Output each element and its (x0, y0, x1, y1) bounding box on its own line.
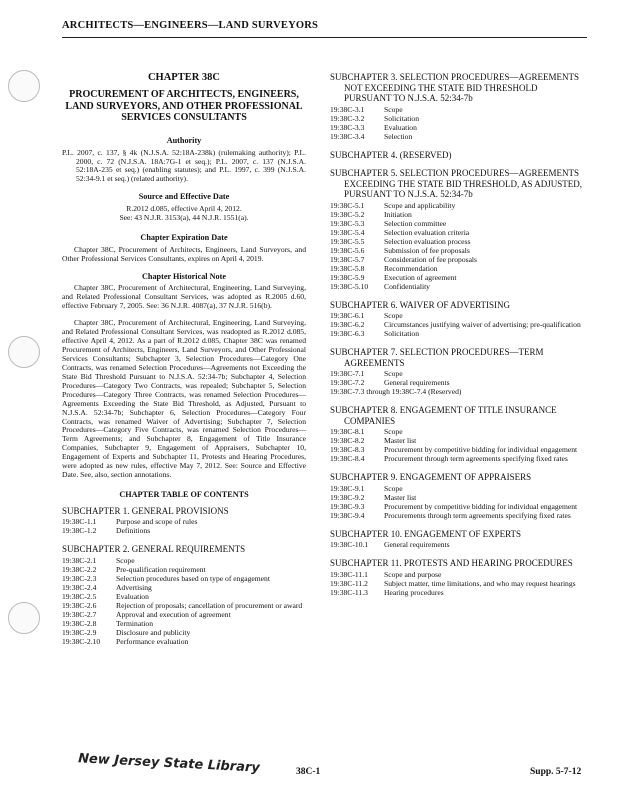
section-title: Initiation (384, 210, 412, 220)
subchapter-block (330, 72, 586, 142)
section-title: Evaluation (384, 122, 417, 132)
section-number: 19:38C-2.8 (62, 618, 97, 628)
section-title: Scope (384, 427, 403, 437)
section-number: 19:38C-10.1 (330, 540, 369, 550)
punch-hole (8, 602, 40, 634)
section-title: Recommendation (384, 263, 438, 273)
toc-entry (62, 575, 306, 584)
subchapter-block (330, 347, 586, 397)
section-number: 19:38C-2.9 (62, 627, 97, 637)
section-title: General requirements (384, 378, 450, 388)
toc-right (330, 72, 586, 598)
toc-heading: CHAPTER TABLE OF CONTENTS (119, 490, 249, 500)
section-number: 19:38C-9.2 (330, 492, 365, 502)
authority-text: P.L. 2007, c. 137, § 4k (N.J.S.A. 52:18A-238k) (rulemaking authority); P.L. 2000, c. 72 (N.J.S.A. 18A:7G-1 et seq.); P.L. 2007, c. 137 (N.J.S.A. 52:18A-235 et seq.) (enabling statutes); and P.L. 1997, c. 399 (N.J.S.A. 52:34-9.1 et seq.) (related authority). (62, 147, 306, 184)
section-title: Selection (384, 131, 413, 141)
section-number: 19:38C-11.1 (330, 569, 368, 579)
toc-entry (330, 211, 586, 220)
section-title: Scope (384, 311, 403, 321)
section-title: Master list (384, 492, 417, 502)
section-title: Selection evaluation criteria (384, 227, 470, 237)
expiration-text: Chapter 38C, Procurement of Architects, Engineers, Land Surveyors, and Other Professional Services Consultants, expires on April 4, 2019. (62, 244, 306, 263)
section-number: 19:38C-9.1 (330, 483, 365, 493)
section-number: 19:38C-6.3 (330, 329, 365, 339)
section-number: 19:38C-1.1 (62, 517, 97, 527)
expiration-heading: Chapter Expiration Date (140, 232, 228, 242)
toc-entry (330, 428, 586, 437)
toc-entry (330, 388, 586, 397)
section-title: Circumstances justifying waiver of advertising; pre-qualification (384, 320, 581, 330)
subchapter-block (62, 506, 306, 537)
toc-entry (330, 589, 586, 598)
history-paragraph: Chapter 38C, Procurement of Architectural, Engineering, Land Surveying, and Related Professional Consultant Services, was readopted as R.2012 d.085, effective April 4, 2012. As a part of R.2012 d.085, Chapter 38C was renamed Procurement of Architects, Engineers, Land Surveyors, and Other Professional Services Consultants; Subchapter 3, Selection Procedures—Category One Contracts, was renamed Selection Procedures—Agreements not Exceeding the State Bid Threshold Pursuant to N.J.S.A. 52:34-7b; Subchapter 4, Selection Procedures—Category Two Contracts, was repealed; Subchapter 5, Selection Procedures—Category Three Contracts, was renamed Selection Procedures—Agreements Exceeding the State Bid Threshold, as Adjusted, Pursuant to N.J.S.A. 52:34-7b; Subchapter 6, Selection Procedures—Category Four Contracts, was renamed Waiver of Advertising; Subchapter 7, Selection Procedures—Category Five Contracts, was renamed Selection Procedures—Term Agreements; and Subchapter 8, Engagement of Title Insurance Companies, Subchapter 9, Engagement of Appraisers, Subchapter 10, Engagement of Experts and Subchapter 11, Protests and Hearing Procedures, were adopted as new rules, effective May 7, 2012. See: Source and Effective Date. See, also, section annotations. (62, 318, 306, 480)
section-title: Hearing procedures (384, 587, 444, 597)
subchapter-heading: SUBCHAPTER 11. PROTESTS AND HEARING PROCEDURES (330, 558, 573, 569)
toc-entry (62, 611, 306, 620)
section-title: Solicitation (384, 329, 420, 339)
toc-entry (330, 283, 586, 292)
section-title: 19:38C-7.3 through 19:38C-7.4 (Reserved) (330, 387, 462, 397)
section-number: 19:38C-5.9 (330, 272, 365, 282)
toc-entry (330, 124, 586, 133)
section-title: Master list (384, 436, 417, 446)
section-number: 19:38C-8.1 (330, 427, 365, 437)
section-number: 19:38C-7.2 (330, 378, 365, 388)
toc-entry (62, 527, 306, 536)
section-title: Selection committee (384, 218, 447, 228)
subchapter-heading: SUBCHAPTER 2. GENERAL REQUIREMENTS (62, 544, 246, 555)
subchapter-block (330, 558, 586, 597)
toc-entry (62, 518, 306, 527)
library-stamp: New Jersey State Library (77, 751, 261, 776)
toc-entry (62, 638, 306, 647)
section-title: General requirements (384, 540, 450, 550)
section-number: 19:38C-8.4 (330, 454, 365, 464)
subchapter-block (330, 150, 586, 161)
section-title: Pre-qualification requirement (116, 564, 206, 574)
left-column (62, 72, 306, 655)
subchapter-heading: SUBCHAPTER 10. ENGAGEMENT OF EXPERTS (330, 528, 522, 539)
section-number: 19:38C-1.2 (62, 526, 97, 536)
header-rule (62, 37, 587, 38)
section-title: Scope (384, 104, 403, 114)
section-title: Procurement through term agreements specifying fixed rates (384, 454, 568, 464)
section-number: 19:38C-5.8 (330, 263, 365, 273)
toc-entry (62, 584, 306, 593)
section-title: Disclosure and publicity (116, 627, 191, 637)
section-title: Purpose and scope of rules (116, 517, 198, 527)
toc-entry (330, 274, 586, 283)
chapter-subtitle: PROCUREMENT OF ARCHITECTS, ENGINEERS, LAND SURVEYORS, AND OTHER PROFESSIONAL SERVICES CONSULTANTS (65, 89, 303, 124)
section-number: 19:38C-3.2 (330, 113, 365, 123)
subchapter-heading: SUBCHAPTER 3. SELECTION PROCEDURES—AGREEMENTS NOT EXCEEDING THE STATE BID THRESHOLD PURSUANT TO N.J.S.A. 52:34-7b (330, 72, 580, 104)
toc-entry (330, 115, 586, 124)
section-title: Scope and purpose (384, 569, 442, 579)
toc-entry (330, 370, 586, 379)
toc-entry (330, 580, 586, 589)
section-number: 19:38C-6.2 (330, 320, 365, 330)
section-title: Scope (384, 483, 403, 493)
section-number: 19:38C-3.3 (330, 122, 365, 132)
section-number: 19:38C-9.4 (330, 510, 365, 520)
section-number: 19:38C-3.4 (330, 131, 365, 141)
subchapter-heading: SUBCHAPTER 6. WAIVER OF ADVERTISING (330, 299, 511, 310)
section-title: Selection procedures based on type of engagement (116, 573, 270, 583)
section-number: 19:38C-5.6 (330, 245, 365, 255)
source-line: See: 43 N.J.R. 3153(a), 44 N.J.R. 1551(a). (119, 212, 249, 222)
subchapter-block (330, 405, 586, 464)
section-number: 19:38C-2.1 (62, 556, 97, 565)
section-title: Rejection of proposals; cancellation of procurement or award (116, 600, 303, 610)
section-number: 19:38C-6.1 (330, 311, 365, 321)
section-number: 19:38C-5.5 (330, 236, 365, 246)
section-number: 19:38C-5.1 (330, 201, 365, 211)
toc-entry (330, 485, 586, 494)
history-paragraph: Chapter 38C, Procurement of Architectural, Engineering, Land Surveying, and Related Professional Consultant Services, was adopted as R.2005 d.60, effective February 7, 2005. See: 36 N.J.R. 4087(a), 37 N.J.R. 516(b). (62, 283, 306, 311)
section-title: Submission of fee proposals (384, 245, 470, 255)
source-heading: Source and Effective Date (138, 192, 230, 202)
toc-entry (330, 202, 586, 211)
toc-entry (330, 330, 586, 339)
section-number: 19:38C-11.3 (330, 587, 368, 597)
subchapter-block (330, 168, 586, 291)
toc-entry (330, 256, 586, 265)
subchapter-heading: SUBCHAPTER 1. GENERAL PROVISIONS (62, 505, 229, 516)
section-title: Scope (384, 369, 403, 379)
section-number: 19:38C-2.6 (62, 600, 97, 610)
section-title: Procurement by competitive bidding for individual engagement (384, 501, 578, 511)
subchapter-heading: SUBCHAPTER 9. ENGAGEMENT OF APPRAISERS (330, 472, 532, 483)
section-number: 19:38C-2.5 (62, 591, 97, 601)
page-number: 38C-1 (296, 767, 321, 777)
section-title: Procurements through term agreements specifying fixed rates (384, 510, 571, 520)
section-title: Advertising (116, 582, 152, 592)
subchapter-heading: SUBCHAPTER 8. ENGAGEMENT OF TITLE INSURANCE COMPANIES (330, 405, 557, 426)
chapter-title: CHAPTER 38C (147, 72, 221, 83)
history-heading: Chapter Historical Note (142, 271, 226, 281)
section-number: 19:38C-2.2 (62, 564, 97, 574)
toc-entry (330, 512, 586, 521)
section-title: Confidentiality (384, 281, 430, 291)
subchapter-heading: SUBCHAPTER 4. (RESERVED) (330, 149, 452, 160)
toc-entry (330, 133, 586, 142)
section-title: Approval and execution of agreement (116, 609, 231, 619)
toc-entry (330, 265, 586, 274)
section-title: Subject matter, time limitations, and who may request hearings (384, 578, 576, 588)
section-number: 19:38C-2.10 (62, 636, 101, 646)
running-header: ARCHITECTS—ENGINEERS—LAND SURVEYORS (62, 20, 319, 31)
right-column (330, 72, 586, 606)
punch-hole (8, 70, 40, 102)
section-number: 19:38C-2.3 (62, 573, 97, 583)
toc-entry (330, 321, 586, 330)
subchapter-block (62, 544, 306, 646)
subchapter-heading: SUBCHAPTER 5. SELECTION PROCEDURES—AGREEMENTS EXCEEDING THE STATE BID THRESHOLD, AS ADJUSTED, PURSUANT TO N.J.S.A. 52:34-7b (330, 168, 582, 200)
section-title: Scope (116, 556, 135, 565)
section-number: 19:38C-5.2 (330, 210, 365, 220)
section-number: 19:38C-8.2 (330, 436, 365, 446)
subchapter-heading: SUBCHAPTER 7. SELECTION PROCEDURES—TERM AGREEMENTS (330, 347, 544, 368)
section-number: 19:38C-7.1 (330, 369, 365, 379)
section-number: 19:38C-5.4 (330, 227, 365, 237)
section-title: Definitions (116, 526, 151, 536)
section-number: 19:38C-5.10 (330, 281, 369, 291)
section-number: 19:38C-5.3 (330, 218, 365, 228)
section-number: 19:38C-8.3 (330, 445, 365, 455)
authority-heading: Authority (166, 135, 202, 145)
section-title: Consideration of fee proposals (384, 254, 478, 264)
section-number: 19:38C-2.4 (62, 582, 97, 592)
section-title: Execution of agreement (384, 272, 457, 282)
punch-hole (8, 336, 40, 368)
section-title: Procurement by competitive bidding for individual engagement (384, 445, 578, 455)
section-number: 19:38C-5.7 (330, 254, 365, 264)
subchapter-block (330, 529, 586, 551)
section-title: Scope and applicability (384, 201, 456, 211)
section-title: Performance evaluation (116, 636, 189, 646)
section-title: Selection evaluation process (384, 236, 471, 246)
section-number: 19:38C-11.2 (330, 578, 368, 588)
supplement-date: Supp. 5-7-12 (530, 767, 582, 777)
toc-entry (330, 106, 586, 115)
section-title: Evaluation (116, 591, 149, 601)
section-number: 19:38C-9.3 (330, 501, 365, 511)
toc-left (62, 506, 306, 647)
subchapter-block (330, 472, 586, 520)
section-number: 19:38C-2.7 (62, 609, 97, 619)
section-title: Solicitation (384, 113, 420, 123)
subchapter-block (330, 300, 586, 339)
source-line: R.2012 d.085, effective April 4, 2012. (126, 204, 242, 214)
toc-entry (330, 455, 586, 464)
section-number: 19:38C-3.1 (330, 104, 365, 114)
toc-entry (330, 541, 586, 550)
section-title: Termination (116, 618, 154, 628)
